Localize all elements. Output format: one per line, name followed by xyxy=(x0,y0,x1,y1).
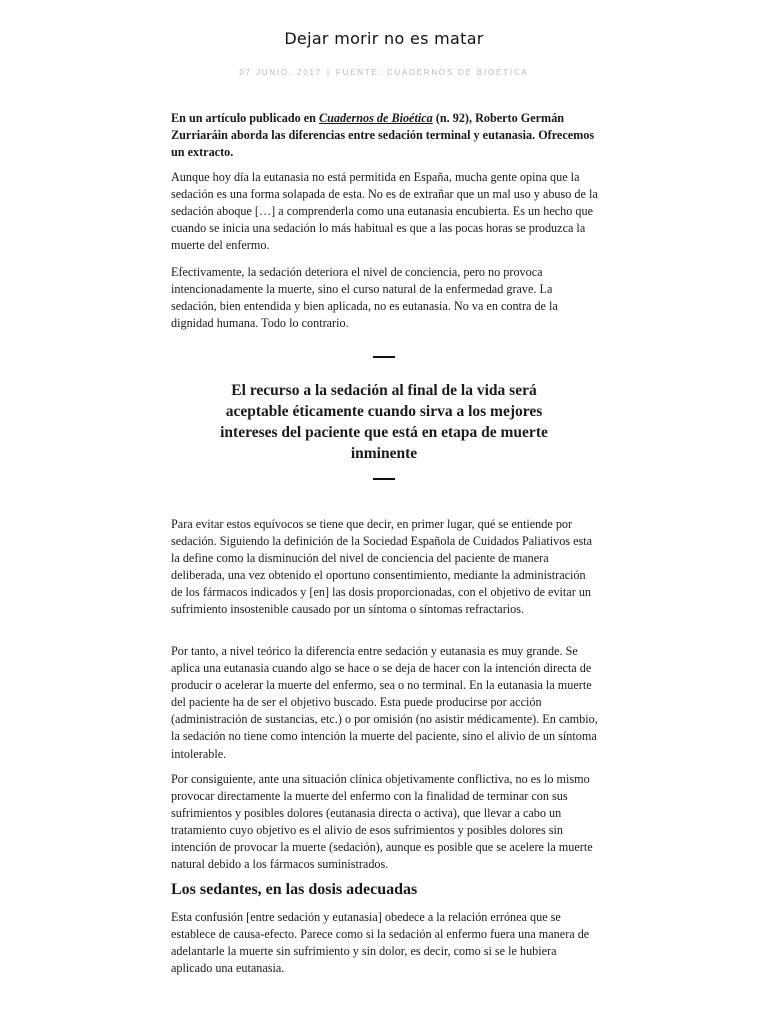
article-meta xyxy=(0,68,768,77)
article-title: Dejar morir no es matar xyxy=(284,29,484,48)
body-paragraph-2: Efectivamente, la sedación deteriora el nivel de conciencia, pero no provoca intencionadamente la muerte, sino el curso natural de la enfermedad grave. La sedación, bien entendida y bien aplicada, no es eutanasia. No va en contra de la dignidad humana. Todo lo contrario. xyxy=(171,265,558,331)
pull-quote: El recurso a la sedación al final de la vida será aceptable éticamente cuando sirva a los mejores intereses del paciente que está en etapa de muerte inminente xyxy=(220,382,548,462)
body-paragraph-5: Por consiguiente, ante una situación clínica objetivamente conflictiva, no es lo mismo provocar directamente la muerte del enfermo con la finalidad de terminar con sus sufrimientos y posibles dolores (eutanasia directa o activa), que llevar a cabo un tratamiento cuyo objetivo es el alivio de esos sufrimientos y posibles dolores sin intención de provocar la muerte (sedación), aunque es posible que se acelere la muerte natural debido a los fármacos suministrados. xyxy=(171,772,593,872)
meta-separator: | xyxy=(327,68,331,77)
body-paragraph-1: Aunque hoy día la eutanasia no está permitida en España, mucha gente opina que la sedación es una forma solapada de esta. No es de extrañar que un mal uso y abuso de la sedación aboque […] a comprenderla como una eutanasia encubierta. Es un hecho que cuando se inicia una sedación lo más habitual es que a las pocas horas se produzca la muerte del enfermo. xyxy=(171,170,598,253)
quote-rule-top xyxy=(373,356,395,358)
journal-link[interactable]: Cuadernos de Bioética xyxy=(318,111,433,125)
lead-paragraph: En un artículo publicado en Cuadernos de Bioética (n. 92), Roberto Germán Zurriaráin aborda las diferencias entre sedación terminal y eutanasia. Ofrecemos un extracto. xyxy=(171,111,595,160)
article-source[interactable]: FUENTE: CUADERNOS DE BIOÉTICA xyxy=(335,68,529,77)
body-paragraph-6: Esta confusión [entre sedación y eutanasia] obedece a la relación errónea que se establece de causa-efecto. Parece como si la sedación al enfermo fuera una manera de adelantarle la muerte sin sufrimiento y sin dolor, es decir, como si se le hubiera aplicado una eutanasia. xyxy=(171,910,590,976)
body-paragraph-4: Por tanto, a nivel teórico la diferencia entre sedación y eutanasia es muy grande. Se aplica una eutanasia cuando algo se hace o se deja de hacer con la intención directa de producir o acelerar la muerte del enfermo, sea o no terminal. En la eutanasia la muerte del paciente ha de ser el objetivo buscado. Esta puede producirse por acción (administración de sustancias, etc.) o por omisión (no asistir médicamente). En cambio, la sedación no tiene como intención la muerte del paciente, sino el alivio de un síntoma intolerable. xyxy=(171,644,598,761)
body-paragraph-3: Para evitar estos equívocos se tiene que decir, en primer lugar, qué se entiende por sedación. Siguiendo la definición de la Sociedad Española de Cuidados Paliativos esta la define como la disminución del nivel de conciencia del paciente de manera deliberada, una vez obtenido el oportuno consentimiento, mediante la administración de los fármacos indicados y [en] las dosis proporcionadas, con el objetivo de evitar un sufrimiento insostenible causado por un síntoma o síntomas refractarios. xyxy=(171,517,593,617)
publish-date: 07 JUNIO, 2017 xyxy=(239,68,322,77)
section-heading: Los sedantes, en las dosis adecuadas xyxy=(171,881,418,898)
quote-rule-bottom xyxy=(373,478,395,480)
